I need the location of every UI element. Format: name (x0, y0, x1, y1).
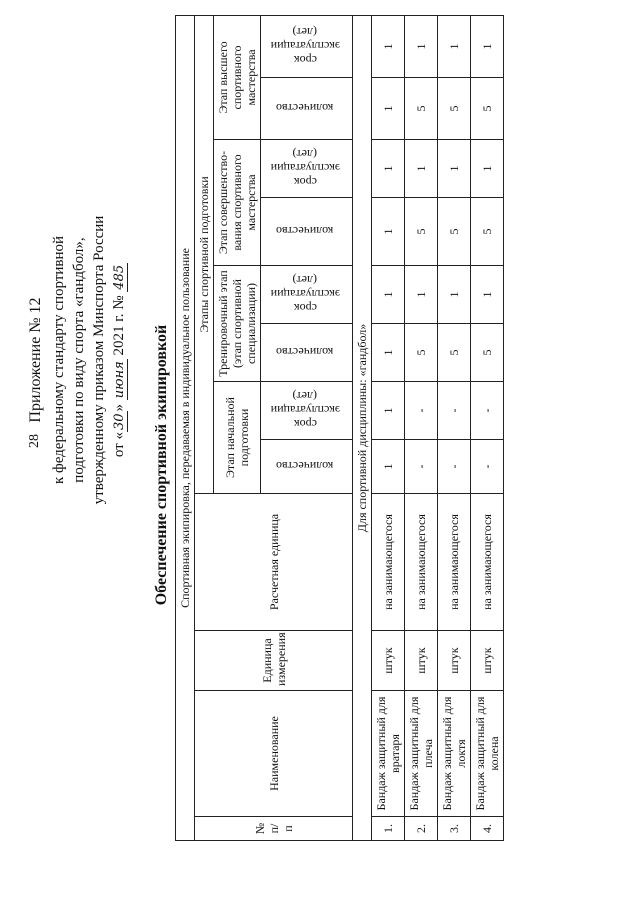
row-name: Бандаж защитный для локтя (438, 691, 471, 817)
row-value: 1 (405, 266, 438, 324)
stage-initial: Этап начальной подготовки (214, 382, 261, 494)
row-value: - (438, 440, 471, 494)
sub-term-1-text: срок эксплуатации (лет) (270, 389, 340, 432)
col-unit-header: Единица измерения (195, 631, 353, 691)
appendix-line-3: утвержденному приказом Минспорта России (91, 215, 107, 505)
stage-improvement: Этап совершенство-вания спортивного мастерства (214, 140, 261, 266)
row-num: 2. (405, 817, 438, 841)
row-value: 5 (438, 324, 471, 382)
row-calc: на занимающегося (372, 494, 405, 631)
row-value: 1 (372, 324, 405, 382)
row-value: 1 (438, 15, 471, 77)
row-value: 1 (405, 140, 438, 198)
row-value: 1 (471, 266, 504, 324)
row-unit: штук (438, 631, 471, 691)
sub-term-2-text: срок эксплуатации (лет) (270, 273, 340, 316)
row-unit: штук (405, 631, 438, 691)
row-value: 5 (405, 198, 438, 266)
top-header: Спортивная экипировка, передаваемая в индивидуальное пользование (176, 15, 195, 840)
sub-qty-4-text: количество (276, 101, 334, 116)
row-value: 5 (471, 198, 504, 266)
date-prefix: от « (111, 432, 127, 458)
row-value: 5 (471, 324, 504, 382)
row-value: 1 (372, 140, 405, 198)
sub-qty-1-text: количество (276, 459, 334, 474)
row-value: 1 (372, 266, 405, 324)
order-number: 485 (112, 264, 127, 290)
row-calc: на занимающегося (438, 494, 471, 631)
row-value: 1 (372, 78, 405, 140)
row-value: - (405, 382, 438, 440)
sub-term-3 (261, 140, 353, 198)
appendix-header (26, 180, 130, 540)
date-month: июня (112, 361, 127, 399)
table-row (372, 15, 405, 840)
row-value: 1 (438, 140, 471, 198)
sub-qty-3 (261, 198, 353, 266)
sub-qty-4 (261, 78, 353, 140)
row-num: 4. (471, 817, 504, 841)
page-number: 28 (27, 434, 42, 448)
sub-term-2 (261, 266, 353, 324)
row-calc: на занимающегося (405, 494, 438, 631)
row-name: Бандаж защитный для колена (471, 691, 504, 817)
row-value: 1 (405, 15, 438, 77)
col-name-header: Наименование (195, 691, 353, 817)
row-value: 5 (438, 198, 471, 266)
row-value: 1 (372, 15, 405, 77)
stages-header: Этапы спортивной подготовки (195, 15, 214, 493)
row-value: 5 (438, 78, 471, 140)
sub-term-3-text: срок эксплуатации (лет) (270, 147, 340, 190)
sub-term-1 (261, 382, 353, 440)
row-num: 3. (438, 817, 471, 841)
appendix-line-2: подготовки по виду спорта «гандбол», (71, 237, 87, 483)
row-name: Бандаж защитный для вратаря (372, 691, 405, 817)
row-value: 1 (372, 198, 405, 266)
row-calc: на занимающегося (471, 494, 504, 631)
sub-qty-3-text: количество (276, 224, 334, 239)
date-mid: » (111, 403, 127, 412)
row-value: 5 (471, 78, 504, 140)
row-unit: штук (471, 631, 504, 691)
row-value: 1 (471, 140, 504, 198)
row-value: 5 (405, 78, 438, 140)
appendix-title: Приложение № 12 (27, 297, 44, 423)
sub-term-4-text: срок эксплуатации (лет) (270, 25, 340, 68)
sub-qty-1 (261, 440, 353, 494)
row-value: - (438, 382, 471, 440)
col-calc-header: Расчетная единица (195, 494, 353, 631)
document-title: Обеспечение спортивной экипировкой (153, 324, 170, 606)
table-row (405, 15, 438, 840)
row-value: 1 (438, 266, 471, 324)
sub-term-4 (261, 15, 353, 77)
row-value: 5 (405, 324, 438, 382)
row-value: 1 (372, 382, 405, 440)
sub-qty-2 (261, 324, 353, 382)
row-unit: штук (372, 631, 405, 691)
row-value: 1 (471, 15, 504, 77)
row-value: 1 (372, 440, 405, 494)
row-value: - (405, 440, 438, 494)
row-value: - (471, 382, 504, 440)
table-row (438, 15, 471, 840)
sub-qty-2-text: количество (276, 345, 334, 360)
row-num: 1. (372, 817, 405, 841)
date-year: 2021 г. № (111, 295, 127, 356)
section-row: Для спортивной дисциплины: «гандбол» (353, 15, 372, 840)
equipment-table (175, 15, 504, 841)
row-name: Бандаж защитный для плеча (405, 691, 438, 817)
stage-highest: Этап высшего спортивного мастерства (214, 15, 261, 139)
appendix-date-line (109, 180, 130, 540)
appendix-line-1: к федеральному стандарту спортивной (51, 235, 67, 485)
stage-training: Тренировочный этап (этап спортивной специализации) (214, 266, 261, 382)
table-row (471, 15, 504, 840)
col-num-header: № п/п (195, 817, 353, 841)
date-day: 30 (112, 413, 127, 431)
row-value: - (471, 440, 504, 494)
